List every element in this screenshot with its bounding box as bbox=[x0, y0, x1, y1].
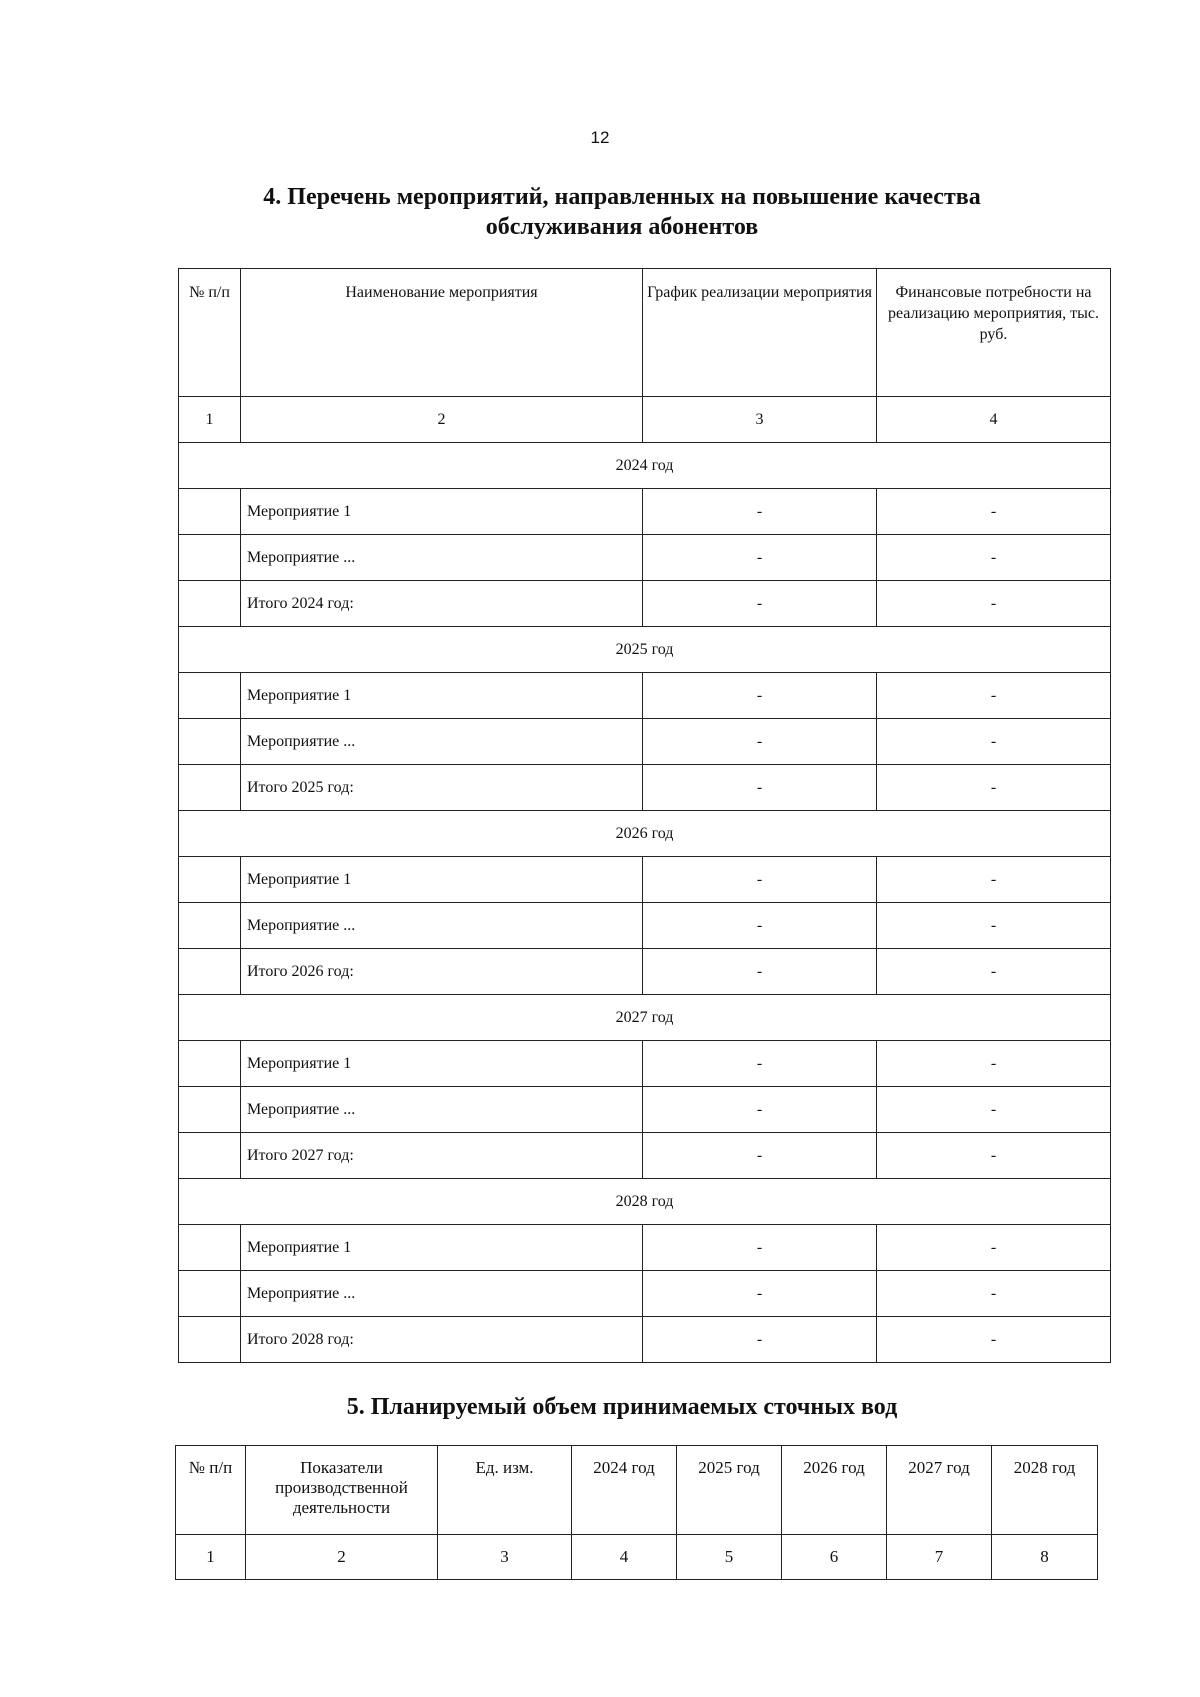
row-number-cell bbox=[179, 903, 241, 949]
schedule-cell: - bbox=[643, 673, 877, 719]
schedule-cell: - bbox=[643, 719, 877, 765]
wastewater-volume-table bbox=[175, 1445, 1098, 1580]
schedule-cell: - bbox=[643, 1041, 877, 1087]
finance-cell: - bbox=[877, 1317, 1111, 1363]
section-4-title-line-2: обслуживания абонентов bbox=[485, 214, 759, 240]
header-indicators: Показатели производственной деятельности bbox=[246, 1446, 438, 1535]
column-number: 7 bbox=[887, 1535, 992, 1580]
year-header-row bbox=[179, 811, 1111, 857]
finance-cell: - bbox=[877, 903, 1111, 949]
activity-name-cell: Мероприятие ... bbox=[241, 1271, 643, 1317]
table-row bbox=[179, 1133, 1111, 1179]
row-number-cell bbox=[179, 1271, 241, 1317]
row-number-cell bbox=[179, 719, 241, 765]
schedule-cell: - bbox=[643, 1133, 877, 1179]
table-row bbox=[179, 903, 1111, 949]
column-number: 1 bbox=[176, 1535, 246, 1580]
activity-name-cell: Мероприятие ... bbox=[241, 903, 643, 949]
row-number-cell bbox=[179, 673, 241, 719]
column-number: 6 bbox=[782, 1535, 887, 1580]
year-label: 2026 год bbox=[179, 811, 1111, 857]
column-numbers-row bbox=[179, 397, 1111, 443]
column-number: 3 bbox=[643, 397, 877, 443]
year-header-row bbox=[179, 995, 1111, 1041]
finance-cell: - bbox=[877, 719, 1111, 765]
activities-table bbox=[178, 268, 1111, 1363]
activity-name-cell: Итого 2024 год: bbox=[241, 581, 643, 627]
table-row bbox=[179, 1041, 1111, 1087]
table-row bbox=[179, 765, 1111, 811]
finance-cell: - bbox=[877, 673, 1111, 719]
schedule-cell: - bbox=[643, 1225, 877, 1271]
header-unit: Ед. изм. bbox=[438, 1446, 572, 1535]
wastewater-table-header bbox=[176, 1446, 1098, 1535]
column-number: 2 bbox=[246, 1535, 438, 1580]
column-number: 4 bbox=[572, 1535, 677, 1580]
section-4-title-line-1: 4. Перечень мероприятий, направленных на повышение качества bbox=[263, 184, 981, 210]
schedule-cell: - bbox=[643, 535, 877, 581]
table-row bbox=[179, 949, 1111, 995]
table-row bbox=[179, 673, 1111, 719]
header-year-2025: 2025 год bbox=[677, 1446, 782, 1535]
schedule-cell: - bbox=[643, 857, 877, 903]
activity-name-cell: Мероприятие 1 bbox=[241, 1041, 643, 1087]
finance-cell: - bbox=[877, 1041, 1111, 1087]
wastewater-column-numbers-row bbox=[176, 1535, 1098, 1580]
year-label: 2024 год bbox=[179, 443, 1111, 489]
finance-cell: - bbox=[877, 949, 1111, 995]
activity-name-cell: Мероприятие 1 bbox=[241, 673, 643, 719]
schedule-cell: - bbox=[643, 1271, 877, 1317]
row-number-cell bbox=[179, 1041, 241, 1087]
year-header-row bbox=[179, 627, 1111, 673]
schedule-cell: - bbox=[643, 581, 877, 627]
row-number-cell bbox=[179, 949, 241, 995]
row-number-cell bbox=[179, 857, 241, 903]
activity-name-cell: Мероприятие ... bbox=[241, 535, 643, 581]
row-number-cell bbox=[179, 1133, 241, 1179]
finance-cell: - bbox=[877, 535, 1111, 581]
table-row bbox=[179, 719, 1111, 765]
activity-name-cell: Мероприятие 1 bbox=[241, 857, 643, 903]
column-number: 4 bbox=[877, 397, 1111, 443]
column-number: 1 bbox=[179, 397, 241, 443]
table-row bbox=[179, 1271, 1111, 1317]
row-number-cell bbox=[179, 1317, 241, 1363]
activity-name-cell: Итого 2026 год: bbox=[241, 949, 643, 995]
column-number: 8 bbox=[992, 1535, 1098, 1580]
finance-cell: - bbox=[877, 489, 1111, 535]
activity-name-cell: Мероприятие ... bbox=[241, 1087, 643, 1133]
page-number: 12 bbox=[590, 128, 610, 147]
activity-name-cell: Итого 2027 год: bbox=[241, 1133, 643, 1179]
header-number: № п/п bbox=[176, 1446, 246, 1535]
schedule-cell: - bbox=[643, 489, 877, 535]
schedule-cell: - bbox=[643, 903, 877, 949]
table-row bbox=[179, 581, 1111, 627]
column-number: 2 bbox=[241, 397, 643, 443]
year-label: 2028 год bbox=[179, 1179, 1111, 1225]
finance-cell: - bbox=[877, 581, 1111, 627]
header-year-2024: 2024 год bbox=[572, 1446, 677, 1535]
table-row bbox=[179, 857, 1111, 903]
section-4-title bbox=[22, 182, 1200, 242]
column-number: 5 bbox=[677, 1535, 782, 1580]
activity-name-cell: Мероприятие ... bbox=[241, 719, 643, 765]
row-number-cell bbox=[179, 765, 241, 811]
finance-cell: - bbox=[877, 1133, 1111, 1179]
schedule-cell: - bbox=[643, 949, 877, 995]
activity-name-cell: Мероприятие 1 bbox=[241, 1225, 643, 1271]
header-finance: Финансовые потребности на реализацию мероприятия, тыс. руб. bbox=[877, 269, 1111, 397]
year-header-row bbox=[179, 1179, 1111, 1225]
finance-cell: - bbox=[877, 1087, 1111, 1133]
year-label: 2025 год bbox=[179, 627, 1111, 673]
row-number-cell bbox=[179, 489, 241, 535]
row-number-cell bbox=[179, 535, 241, 581]
table-row bbox=[179, 1317, 1111, 1363]
finance-cell: - bbox=[877, 765, 1111, 811]
table-row bbox=[179, 1087, 1111, 1133]
table-row bbox=[179, 535, 1111, 581]
schedule-cell: - bbox=[643, 1317, 877, 1363]
year-header-row bbox=[179, 443, 1111, 489]
schedule-cell: - bbox=[643, 765, 877, 811]
activity-name-cell: Мероприятие 1 bbox=[241, 489, 643, 535]
finance-cell: - bbox=[877, 1271, 1111, 1317]
table-row bbox=[179, 1225, 1111, 1271]
row-number-cell bbox=[179, 1087, 241, 1133]
schedule-cell: - bbox=[643, 1087, 877, 1133]
section-5-title: 5. Планируемый объем принимаемых сточных вод bbox=[346, 1394, 898, 1420]
activity-name-cell: Итого 2025 год: bbox=[241, 765, 643, 811]
table-row bbox=[179, 489, 1111, 535]
row-number-cell bbox=[179, 581, 241, 627]
header-schedule: График реализации мероприятия bbox=[643, 269, 877, 397]
column-number: 3 bbox=[438, 1535, 572, 1580]
header-number: № п/п bbox=[179, 269, 241, 397]
header-activity-name: Наименование мероприятия bbox=[241, 269, 643, 397]
activity-name-cell: Итого 2028 год: bbox=[241, 1317, 643, 1363]
row-number-cell bbox=[179, 1225, 241, 1271]
header-year-2027: 2027 год bbox=[887, 1446, 992, 1535]
finance-cell: - bbox=[877, 1225, 1111, 1271]
header-year-2028: 2028 год bbox=[992, 1446, 1098, 1535]
finance-cell: - bbox=[877, 857, 1111, 903]
year-label: 2027 год bbox=[179, 995, 1111, 1041]
activities-table-header bbox=[179, 269, 1111, 397]
header-year-2026: 2026 год bbox=[782, 1446, 887, 1535]
